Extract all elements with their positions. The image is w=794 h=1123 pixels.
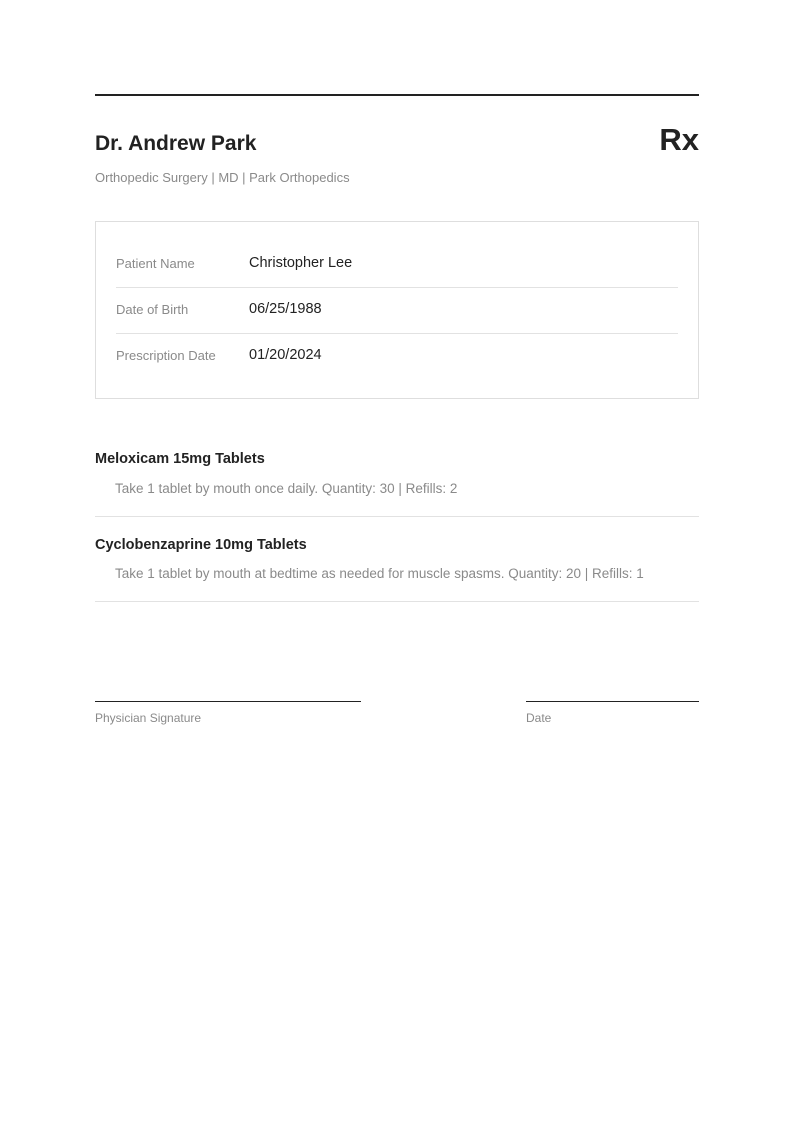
- dob-value: 06/25/1988: [249, 301, 322, 317]
- prescription-date-label: Prescription Date: [116, 348, 216, 363]
- date-label: Date: [526, 711, 552, 725]
- medication-name: Cyclobenzaprine 10mg Tablets: [95, 537, 307, 553]
- doctor-subtitle: Orthopedic Surgery | MD | Park Orthopedics: [95, 170, 350, 185]
- medication-name: Meloxicam 15mg Tablets: [95, 451, 265, 467]
- prescription-date-value: 01/20/2024: [249, 347, 322, 363]
- doctor-name: Dr. Andrew Park: [95, 132, 257, 155]
- prescription-page: [95, 0, 699, 1123]
- medication-directions: Take 1 tablet by mouth once daily. Quantity: 30 | Refills: 2: [115, 481, 458, 496]
- patient-row-rx-date: [116, 333, 678, 379]
- dob-label: Date of Birth: [116, 302, 189, 317]
- medication-item: [95, 440, 699, 517]
- patient-name-value: Christopher Lee: [249, 255, 353, 271]
- patient-row-dob: [116, 287, 678, 334]
- rx-mark: Rx: [659, 122, 699, 157]
- physician-signature-label: Physician Signature: [95, 711, 202, 725]
- patient-row-name: [116, 241, 678, 288]
- header-rule: [95, 94, 699, 96]
- medication-directions: Take 1 tablet by mouth at bedtime as needed for muscle spasms. Quantity: 20 | Refills: 1: [115, 566, 644, 581]
- patient-info-box: [95, 221, 699, 399]
- physician-signature-line: [95, 701, 361, 702]
- date-signature-line: [526, 701, 699, 702]
- patient-name-label: Patient Name: [116, 256, 195, 271]
- medication-item: [95, 517, 699, 602]
